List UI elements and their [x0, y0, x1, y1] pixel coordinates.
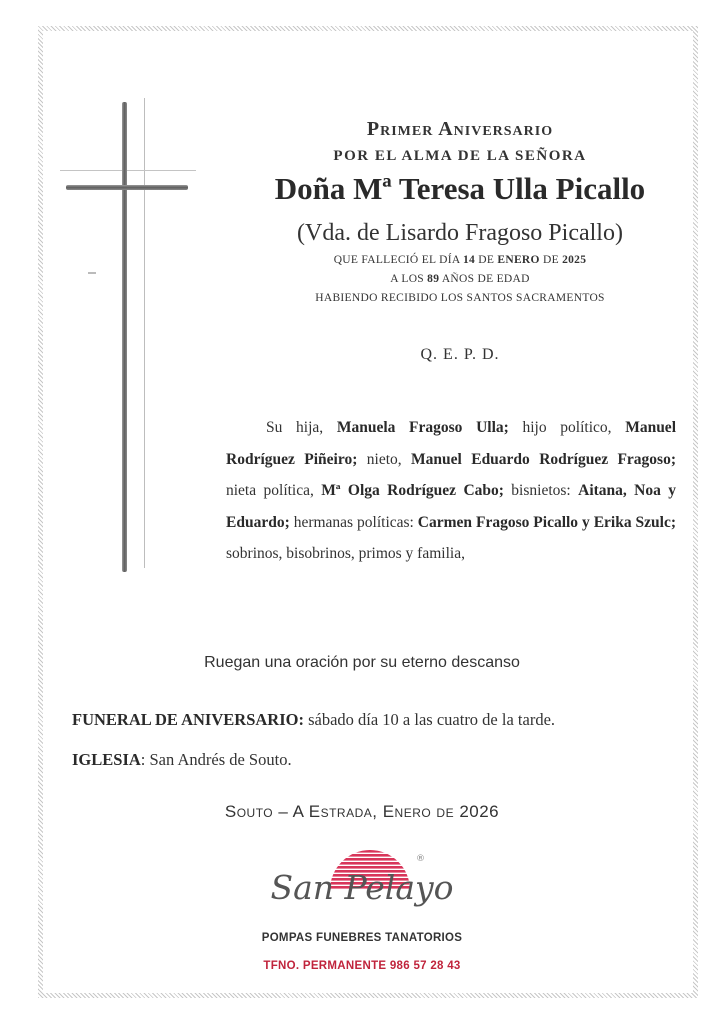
prayer-request: Ruegan una oración por su eterno descanso [204, 654, 520, 671]
church-info: IGLESIA: San Andrés de Souto. [72, 750, 292, 769]
registered-mark: ® [416, 854, 425, 864]
age-line: A LOS 89 AÑOS DE EDAD [390, 273, 530, 285]
subtitle: POR EL ALMA DE LA SEÑORA [333, 148, 587, 164]
phone-number: TFNO. PERMANENTE 986 57 28 43 [263, 960, 461, 972]
anniversary-title: Primer Aniversario [366, 118, 554, 140]
company-name: POMPAS FUNEBRES TANATORIOS [261, 932, 463, 944]
qepd: Q. E. P. D. [420, 346, 500, 363]
family-paragraph: Su hija, Manuela Fragoso Ulla; hijo político, Manuel Rodríguez Piñeiro; nieto, Manuel Eduardo Rodríguez Fragoso; nieta política, Mª Olga Rodríguez Cabo; bisnietos: Aitana, Noa y Eduardo; hermanas políticas: Carmen Fragoso Picallo y Erika Szulc; sobrinos, bisobrinos, primos y familia, [226, 419, 677, 563]
funeral-info: FUNERAL DE ANIVERSARIO: sábado día 10 a las cuatro de la tarde. [72, 710, 556, 729]
deceased-name: Doña Mª Teresa Ulla Picallo [274, 171, 646, 206]
sacraments-line: HABIENDO RECIBIDO LOS SANTOS SACRAMENTOS [315, 292, 605, 304]
place-date: Souto – A Estrada, Enero de 2026 [224, 802, 500, 821]
death-date-line: QUE FALLECIÓ EL DÍA 14 DE ENERO DE 2025 [333, 254, 587, 266]
widow-of: (Vda. de Lisardo Fragoso Picallo) [297, 220, 623, 246]
company-logo: San Pelayo [270, 868, 454, 907]
